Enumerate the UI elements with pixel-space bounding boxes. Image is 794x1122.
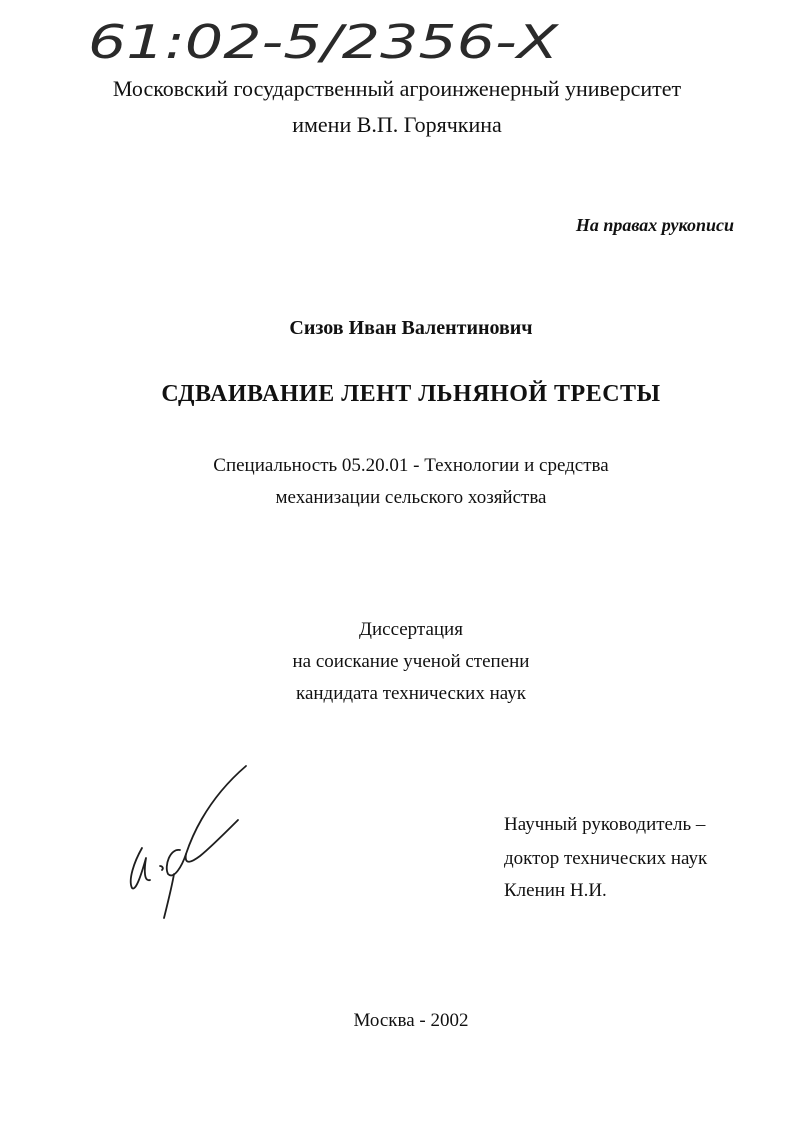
university-name-line-1: Московский государственный агроинженерный университет [112,76,682,101]
author-name: Сизов Иван Валентинович [289,317,533,339]
specialty-line-1: Специальность 05.20.01 - Технологии и средства [213,455,609,476]
archive-code-text: 61:02-5/2356-Х [88,15,560,69]
archive-code-handwritten [88,14,568,74]
degree-line-1: на соискание ученой степени [292,651,530,672]
signature-mark [120,762,260,924]
advisor-degree: доктор технических наук [504,848,708,869]
advisor-name: Кленин Н.И. [504,880,607,901]
city-year: Москва - 2002 [353,1010,469,1031]
university-name-line-2: имени В.П. Горячкина [292,112,502,137]
dissertation-label: Диссертация [359,619,463,640]
specialty-line-2: механизации сельского хозяйства [275,487,547,508]
advisor-title: Научный руководитель – [504,814,706,835]
degree-line-2: кандидата технических наук [296,683,526,704]
rights-note: На правах рукописи [575,215,734,235]
dissertation-title: СДВАИВАНИЕ ЛЕНТ ЛЬНЯНОЙ ТРЕСТЫ [161,381,661,407]
